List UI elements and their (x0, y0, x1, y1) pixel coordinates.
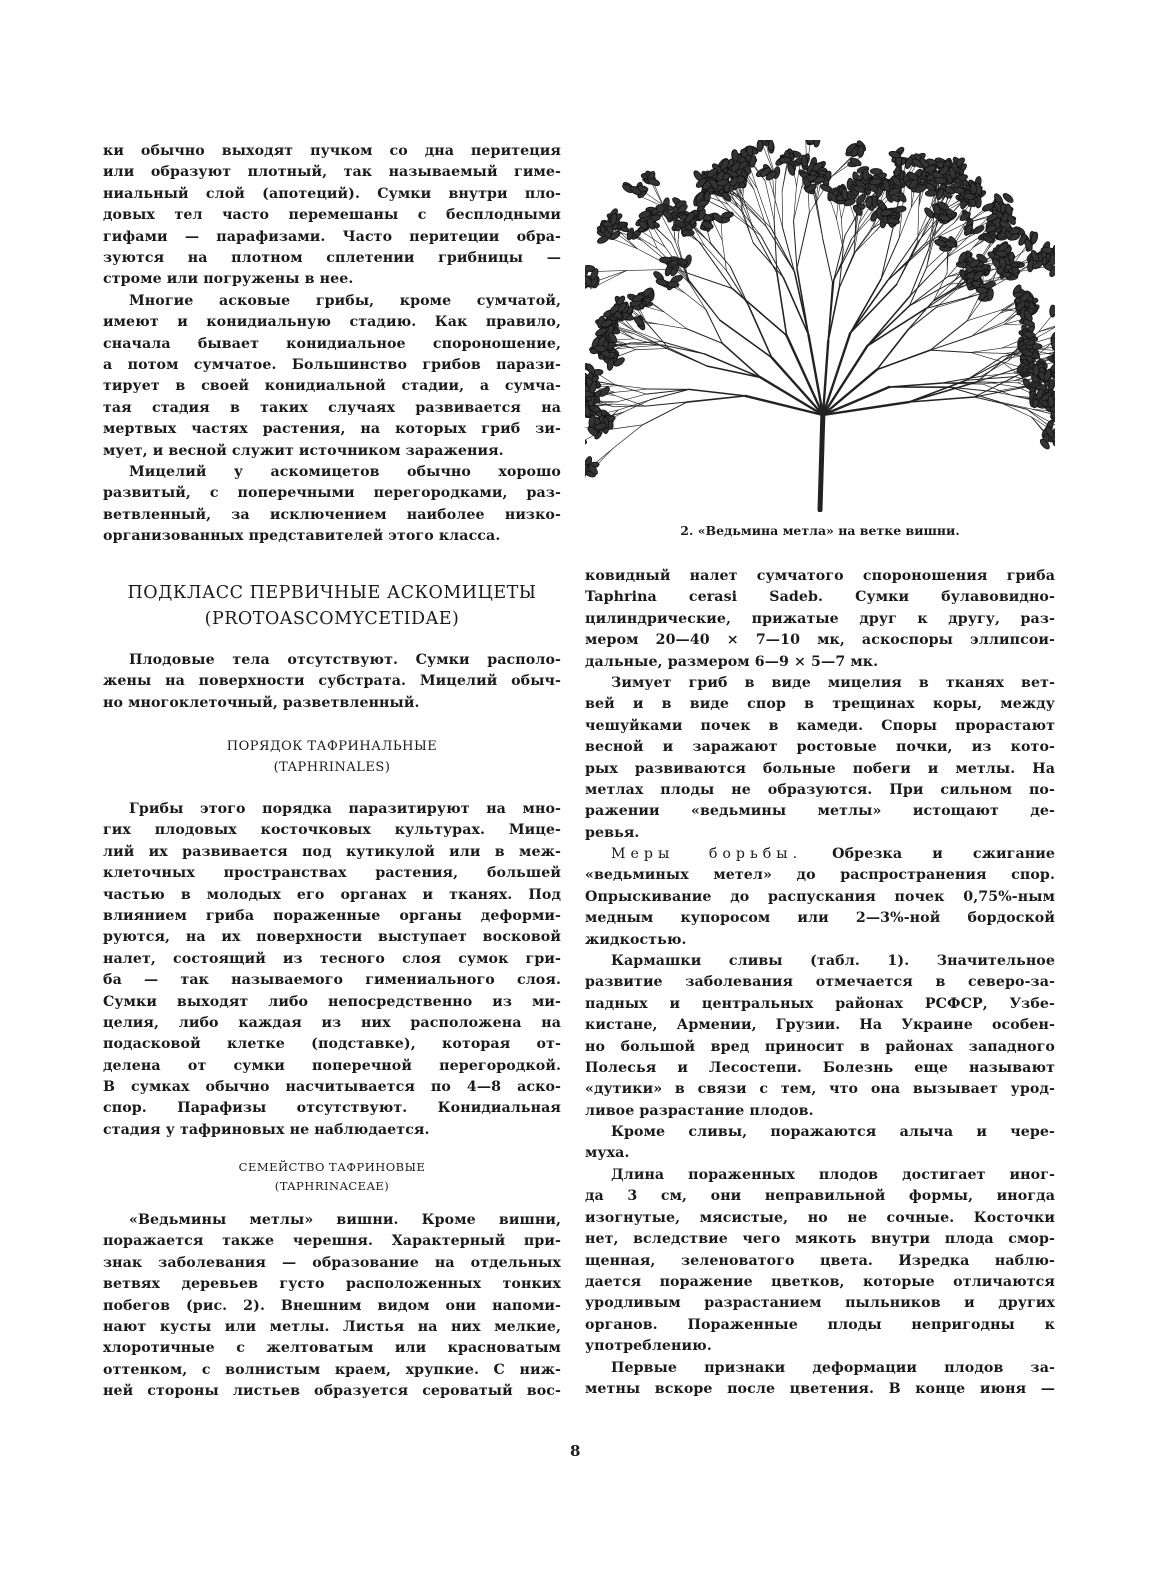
branch (794, 221, 797, 268)
text-line (103, 949, 561, 970)
text-line (103, 1338, 561, 1359)
line-text: знак заболевания — образование на отдельных (103, 1254, 561, 1271)
line-text: оттенком, с волнистым краем, хрупкие. С ниж- (103, 1361, 561, 1378)
branch (930, 336, 971, 350)
figure-caption: 2. «Ведьмина метла» на ветке вишни. (680, 523, 960, 538)
line-text: имеют и конидиальную стадию. Как правило, (103, 314, 561, 331)
line-text: но многоклеточный, разветвленный. (103, 694, 420, 711)
branch (766, 226, 794, 271)
heading-line: ПОДКЛАСС ПЕРВИЧНЫЕ АСКОМИЦЕТЫ (127, 583, 537, 603)
text-line (585, 887, 1055, 908)
heading-line: (TAPHRINACEAE) (274, 1179, 390, 1193)
line-text: ражении «ведьмины метлы» истощают де- (585, 803, 1055, 820)
line-text: Опрыскивание до распускания почек 0,75%-ным (585, 888, 1055, 905)
leaf (894, 205, 907, 213)
paragraph (585, 566, 1055, 673)
branch (971, 348, 1003, 352)
text-line (585, 609, 1055, 630)
branch (782, 191, 783, 228)
branch (908, 302, 932, 330)
line-text: Длина пораженных плодов достигает иног- (611, 1167, 1055, 1183)
line-text: Taphrina cerasi Sadeb. Сумки булавовидно- (585, 589, 1055, 606)
line-text: жидкостью. (585, 931, 687, 948)
text-line (103, 1077, 561, 1098)
line-text: дальные, размером 6—9 × 5—7 мк. (585, 653, 879, 670)
leaf (721, 211, 734, 219)
line-text: но большой вред приносит в районах западного (585, 1038, 1055, 1055)
paragraph (103, 799, 561, 1141)
line-text: мует, и весной служит источником заражения. (103, 442, 504, 459)
text-line (103, 205, 561, 226)
text-line (585, 780, 1055, 801)
line-text: организованных представителей этого класса. (103, 528, 501, 545)
line-text: стадия у тафриновых не наблюдается. (103, 1121, 430, 1138)
branch (658, 324, 687, 329)
leaf (779, 157, 791, 163)
leaf (925, 190, 938, 197)
paragraph (103, 462, 561, 548)
text-line (585, 652, 1055, 673)
branch (1039, 323, 1055, 332)
text-line (103, 927, 561, 948)
branch (689, 389, 745, 396)
line-text: а потом сумчатое. Большинство грибов парази- (103, 356, 561, 373)
line-text: подасковой клетке (подставке), которая от- (103, 1036, 561, 1053)
branch (689, 283, 706, 310)
paragraph-lead: Кармашки сливы (611, 953, 783, 969)
text-line (585, 759, 1055, 780)
line-text: сначала бывает конидиальное спороношение, (103, 335, 561, 352)
paragraph (103, 650, 561, 714)
paragraph (585, 1122, 1055, 1165)
text-line (585, 673, 1055, 694)
line-text: кистане, Армении, Грузии. На Украине особен- (585, 1017, 1055, 1034)
branch (631, 345, 662, 348)
line-text: медным купоросом или 2—3%-ной бордоской (585, 910, 1055, 927)
branch (650, 389, 689, 399)
branch (706, 310, 723, 344)
branch (783, 228, 795, 272)
branch (972, 313, 1000, 336)
text-line (585, 1079, 1055, 1100)
text-line (103, 799, 561, 820)
text-line (585, 1058, 1055, 1079)
line-text: весной и заражают ростовые почки, из кото- (585, 739, 1055, 756)
text-line (585, 587, 1055, 608)
branch (881, 229, 893, 279)
text-line (585, 1208, 1055, 1229)
branch (975, 397, 1027, 409)
branch (753, 243, 783, 278)
text-line (585, 1015, 1055, 1036)
line-text: развитый, с поперечными перегородками, раз- (103, 485, 561, 502)
branch (757, 188, 771, 228)
branch (617, 394, 646, 402)
branch (774, 196, 783, 228)
branch (685, 293, 706, 309)
line-text: ней стороны листьев образуется сероватый вос- (103, 1383, 561, 1400)
text-line (103, 141, 561, 162)
branch (966, 358, 1009, 381)
branch (797, 213, 809, 268)
branch (998, 402, 1033, 410)
text-line (585, 1379, 1055, 1400)
heading-line: (TAPHRINALES) (273, 760, 391, 775)
text-line (103, 693, 561, 714)
branch (967, 310, 1001, 321)
branch (966, 356, 1003, 380)
line-text: целия, либо каждая из них расположена на (103, 1014, 561, 1031)
line-text: развитие заболевания отмечается в северо-за- (585, 974, 1055, 991)
branch (975, 387, 1027, 397)
text-line (585, 1272, 1055, 1293)
text-line (585, 972, 1055, 993)
heading-line: (PROTOASCOMYCETIDAE) (204, 609, 460, 629)
line-text: ки обычно выходят пучком со дна перитеция (103, 143, 561, 159)
branch (746, 396, 823, 415)
line-text: нет, вследствие чего мякоть внутри плода смор- (585, 1231, 1055, 1248)
text-line (103, 671, 561, 692)
subclass-heading (103, 580, 561, 632)
text-line (103, 1210, 561, 1231)
branch (855, 231, 876, 253)
line-text: частью в молодых его органах и тканях. Под (103, 886, 561, 903)
text-line (103, 1034, 561, 1055)
line-text: хлоротичные с желтоватым или красноватым (103, 1340, 561, 1357)
branch (643, 306, 664, 312)
paragraph (585, 951, 1055, 1122)
text-line (103, 970, 561, 991)
text-line (585, 1293, 1055, 1314)
branch (930, 350, 970, 352)
leaf (647, 177, 660, 187)
text-line (585, 737, 1055, 758)
text-line (103, 419, 561, 440)
text-line (103, 376, 561, 397)
line-text: жены на поверхности субстрата. Мицелий обыч- (103, 673, 561, 690)
line-text: тирует в своей конидиальной стадии, а сумча- (103, 378, 561, 395)
text-line (103, 1381, 561, 1402)
text-line (585, 801, 1055, 822)
line-text: уродливым разрастанием пыльников и других (585, 1295, 1055, 1312)
paragraph (585, 1358, 1055, 1401)
text-line (103, 162, 561, 183)
branch (664, 312, 687, 329)
paragraph (585, 673, 1055, 844)
line-text: Многие асковые грибы, кроме сумчатой, (129, 292, 561, 309)
text-line (103, 227, 561, 248)
line-text: щенная, зеленоватого цвета. Изредка наблю- (585, 1252, 1055, 1269)
line-text: ливое разрастание плодов. (585, 1102, 814, 1119)
page-number: 8 (570, 1442, 581, 1460)
text-line (585, 1165, 1055, 1186)
text-line (103, 1231, 561, 1252)
line-text: метны вскоре после цветения. В конце июня — (585, 1381, 1055, 1398)
branch (707, 366, 760, 377)
branch (667, 349, 707, 367)
line-text: да 3 см, они неправильной формы, иногда (585, 1188, 1055, 1205)
line-text: Первые признаки деформации плодов за- (611, 1360, 1055, 1376)
branch (972, 324, 1005, 336)
leaf (667, 281, 679, 288)
text-line (103, 312, 561, 333)
text-line (103, 355, 561, 376)
text-line (103, 885, 561, 906)
branch (794, 272, 808, 335)
text-line (103, 842, 561, 863)
line-text: спор. Парафизы отсутствуют. Конидиальная (103, 1100, 561, 1117)
text-line (585, 1251, 1055, 1272)
branch (850, 281, 887, 333)
line-text: «ведьминых метел» до распространения спор. (585, 867, 1055, 884)
text-line (585, 1358, 1055, 1379)
text-line (585, 1143, 1055, 1164)
line-text: поражается также черешня. Характерный при- (103, 1233, 561, 1250)
leaf (757, 140, 763, 152)
line-text: Плодовые тела отсутствуют. Сумки располо- (129, 652, 561, 668)
line-text: чешуйками почек в камеди. Споры прорастают (585, 717, 1055, 734)
text-line (103, 441, 561, 462)
line-text: клеточных пространствах растения, большей (103, 865, 561, 882)
line-text: влиянием гриба пораженные органы деформи- (103, 907, 561, 924)
text-line (103, 398, 561, 419)
text-line (585, 1101, 1055, 1122)
text-line (585, 630, 1055, 651)
line-text: гих плодовых косточковых культурах. Мице- (103, 822, 561, 839)
text-line (585, 865, 1055, 886)
text-line (585, 716, 1055, 737)
line-text: довых тел часто перемешаны с бесплодными (103, 207, 561, 224)
text-line (585, 1186, 1055, 1207)
text-line (585, 694, 1055, 715)
line-text: налет, состоящий из тесного слоя сумок гри- (103, 950, 561, 967)
text-line (103, 820, 561, 841)
text-line (103, 505, 561, 526)
branch (713, 220, 722, 240)
branch (687, 329, 722, 343)
text-line (103, 291, 561, 312)
line-text: тая стадия в таких случаях развивается на (103, 399, 561, 416)
leaf (655, 278, 668, 287)
text-line (585, 1037, 1055, 1058)
paragraph-lead: «Ведьмины метлы» вишни. (129, 1212, 399, 1228)
text-line (585, 1336, 1055, 1357)
line-text: рых развиваются больные побеги и метлы. На (585, 760, 1055, 777)
text-line (103, 1056, 561, 1077)
line-text: Сумки выходят либо непосредственно из ми- (103, 993, 561, 1010)
branch (936, 300, 963, 308)
text-line (585, 994, 1055, 1015)
branch (867, 306, 909, 346)
branch (642, 241, 676, 270)
text-line (103, 248, 561, 269)
text-line (585, 908, 1055, 929)
line-text: побегов (рис. 2). Внешним видом они напоми- (103, 1297, 561, 1314)
line-text: падных и центральных районах РСФСР, Узбе- (585, 995, 1055, 1012)
order-heading (103, 736, 561, 778)
text-line (585, 930, 1055, 951)
branch (823, 239, 833, 283)
text-line (103, 1098, 561, 1119)
text-line (585, 1229, 1055, 1250)
line-text: метлах плоды не образуются. При сильном по- (585, 781, 1055, 798)
text-line (103, 184, 561, 205)
text-line (103, 992, 561, 1013)
line-text: изогнутые, мясистые, но не сочные. Косточки (585, 1209, 1055, 1226)
branch (722, 343, 760, 377)
paragraph-lead: Меры борьбы. (611, 846, 803, 862)
line-text: вей и в виде спор в трещинах коры, между (585, 696, 1055, 713)
text-line (103, 269, 561, 290)
branch (910, 249, 928, 295)
line-text: ревья. (585, 824, 640, 841)
line-text: ветвях деревьев густо расположенных тонких (103, 1276, 561, 1293)
line-text: Обрезка и сжигание (802, 846, 1055, 862)
text-line (585, 844, 1055, 865)
branch (972, 322, 1005, 336)
paragraph (103, 1210, 561, 1403)
paragraph (585, 844, 1055, 951)
branch (909, 268, 926, 306)
branch (728, 204, 754, 231)
line-text: лий их развивается под кутикулой или в меж- (103, 843, 561, 860)
line-text: ниальный слой (апотеций). Сумки внутри пло- (103, 185, 561, 202)
paragraph (585, 1165, 1055, 1358)
text-line (585, 566, 1055, 587)
line-text: цилиндрические, прижатые друг к другу, раз- (585, 610, 1055, 627)
branch (783, 277, 808, 334)
line-text: Полесья и Лесостепи. Болезнь еще называют (585, 1059, 1055, 1076)
heading-line: ПОРЯДОК ТАФРИНАЛЬНЫЕ (226, 739, 438, 754)
family-heading (103, 1158, 561, 1196)
branch (867, 296, 910, 346)
text-line (585, 951, 1055, 972)
paragraph (103, 291, 561, 462)
text-line (585, 1315, 1055, 1336)
branch (687, 396, 745, 402)
line-text: мертвых частях растения, на которых гриб зи- (103, 421, 561, 438)
line-text: Грибы этого порядка паразитируют на мно- (129, 801, 561, 817)
text-line (103, 1317, 561, 1338)
line-text: Кроме сливы, поражаются алыча и чере- (611, 1124, 1055, 1140)
branch (635, 349, 666, 350)
line-text: ветвленный, за исключением наиболее низко- (103, 506, 561, 523)
text-line (103, 526, 561, 547)
branch (771, 228, 794, 272)
text-line (585, 823, 1055, 844)
branch (936, 290, 956, 308)
line-text: Зимует гриб в виде мицелия в тканях вет- (611, 675, 1055, 691)
text-line (103, 1296, 561, 1317)
text-line (103, 906, 561, 927)
line-text: или образуют плотный, так называемый гиме- (103, 164, 561, 181)
line-text: руются, на их поверхности выступает восковой (103, 929, 561, 946)
line-text: «дутики» в связи с тем, что она вызывает урод- (585, 1081, 1055, 1098)
branch (646, 389, 689, 394)
text-line (103, 1013, 561, 1034)
line-text: нают кусты или метлы. Листья на них мелкие, (103, 1318, 561, 1335)
text-line (103, 650, 561, 671)
line-text: Кроме вишни, (398, 1212, 562, 1228)
paragraph (103, 141, 561, 291)
text-line (103, 462, 561, 483)
branch (761, 236, 784, 278)
text-line (103, 483, 561, 504)
line-text: употреблению. (585, 1338, 712, 1355)
line-text: ба — так называемого гимениального слоя. (103, 972, 561, 989)
line-text: В сумках обычно насчитывается по 4—8 аско- (103, 1079, 561, 1096)
text-line (103, 1120, 561, 1141)
branch (971, 352, 1005, 353)
branch (782, 163, 788, 191)
text-line (103, 863, 561, 884)
line-text: органов. Пораженные плоды непригодны к (585, 1316, 1055, 1333)
branch (820, 410, 823, 510)
line-text: делена от сумки поперечной перегородкой. (103, 1057, 561, 1074)
branch (705, 354, 761, 377)
text-line (103, 334, 561, 355)
line-text: дается поражение цветков, которые отличаются (585, 1273, 1055, 1290)
text-line (585, 1122, 1055, 1143)
line-text: (табл. 1). Значительное (782, 953, 1056, 969)
branch (867, 309, 925, 346)
heading-line: СЕМЕЙСТВО ТАФРИНОВЫЕ (238, 1160, 426, 1174)
text-line (103, 1274, 561, 1295)
line-text: мером 20—40 × 7—10 мк, аскоспоры эллипсои- (585, 632, 1055, 649)
branch (930, 321, 967, 350)
branch (932, 289, 954, 302)
branch (687, 279, 720, 320)
text-line (103, 1360, 561, 1381)
leaf (863, 169, 870, 181)
leaf (870, 168, 882, 175)
branch (910, 258, 946, 296)
branch (1039, 321, 1055, 331)
line-text: зуются на плотном сплетении грибницы — (103, 249, 561, 266)
leaf (1049, 305, 1055, 317)
line-text: строме или погружены в нее. (103, 271, 354, 288)
line-text: муха. (585, 1145, 630, 1162)
text-line (103, 1253, 561, 1274)
tree-illustration (585, 140, 1055, 512)
line-text: ковидный налет сумчатого спороношения гриба (585, 568, 1055, 584)
branch (817, 207, 822, 239)
line-text: гифами — парафизами. Часто перитеции обра- (103, 228, 561, 245)
line-text: Мицелий у аскомицетов обычно хорошо (129, 464, 561, 480)
